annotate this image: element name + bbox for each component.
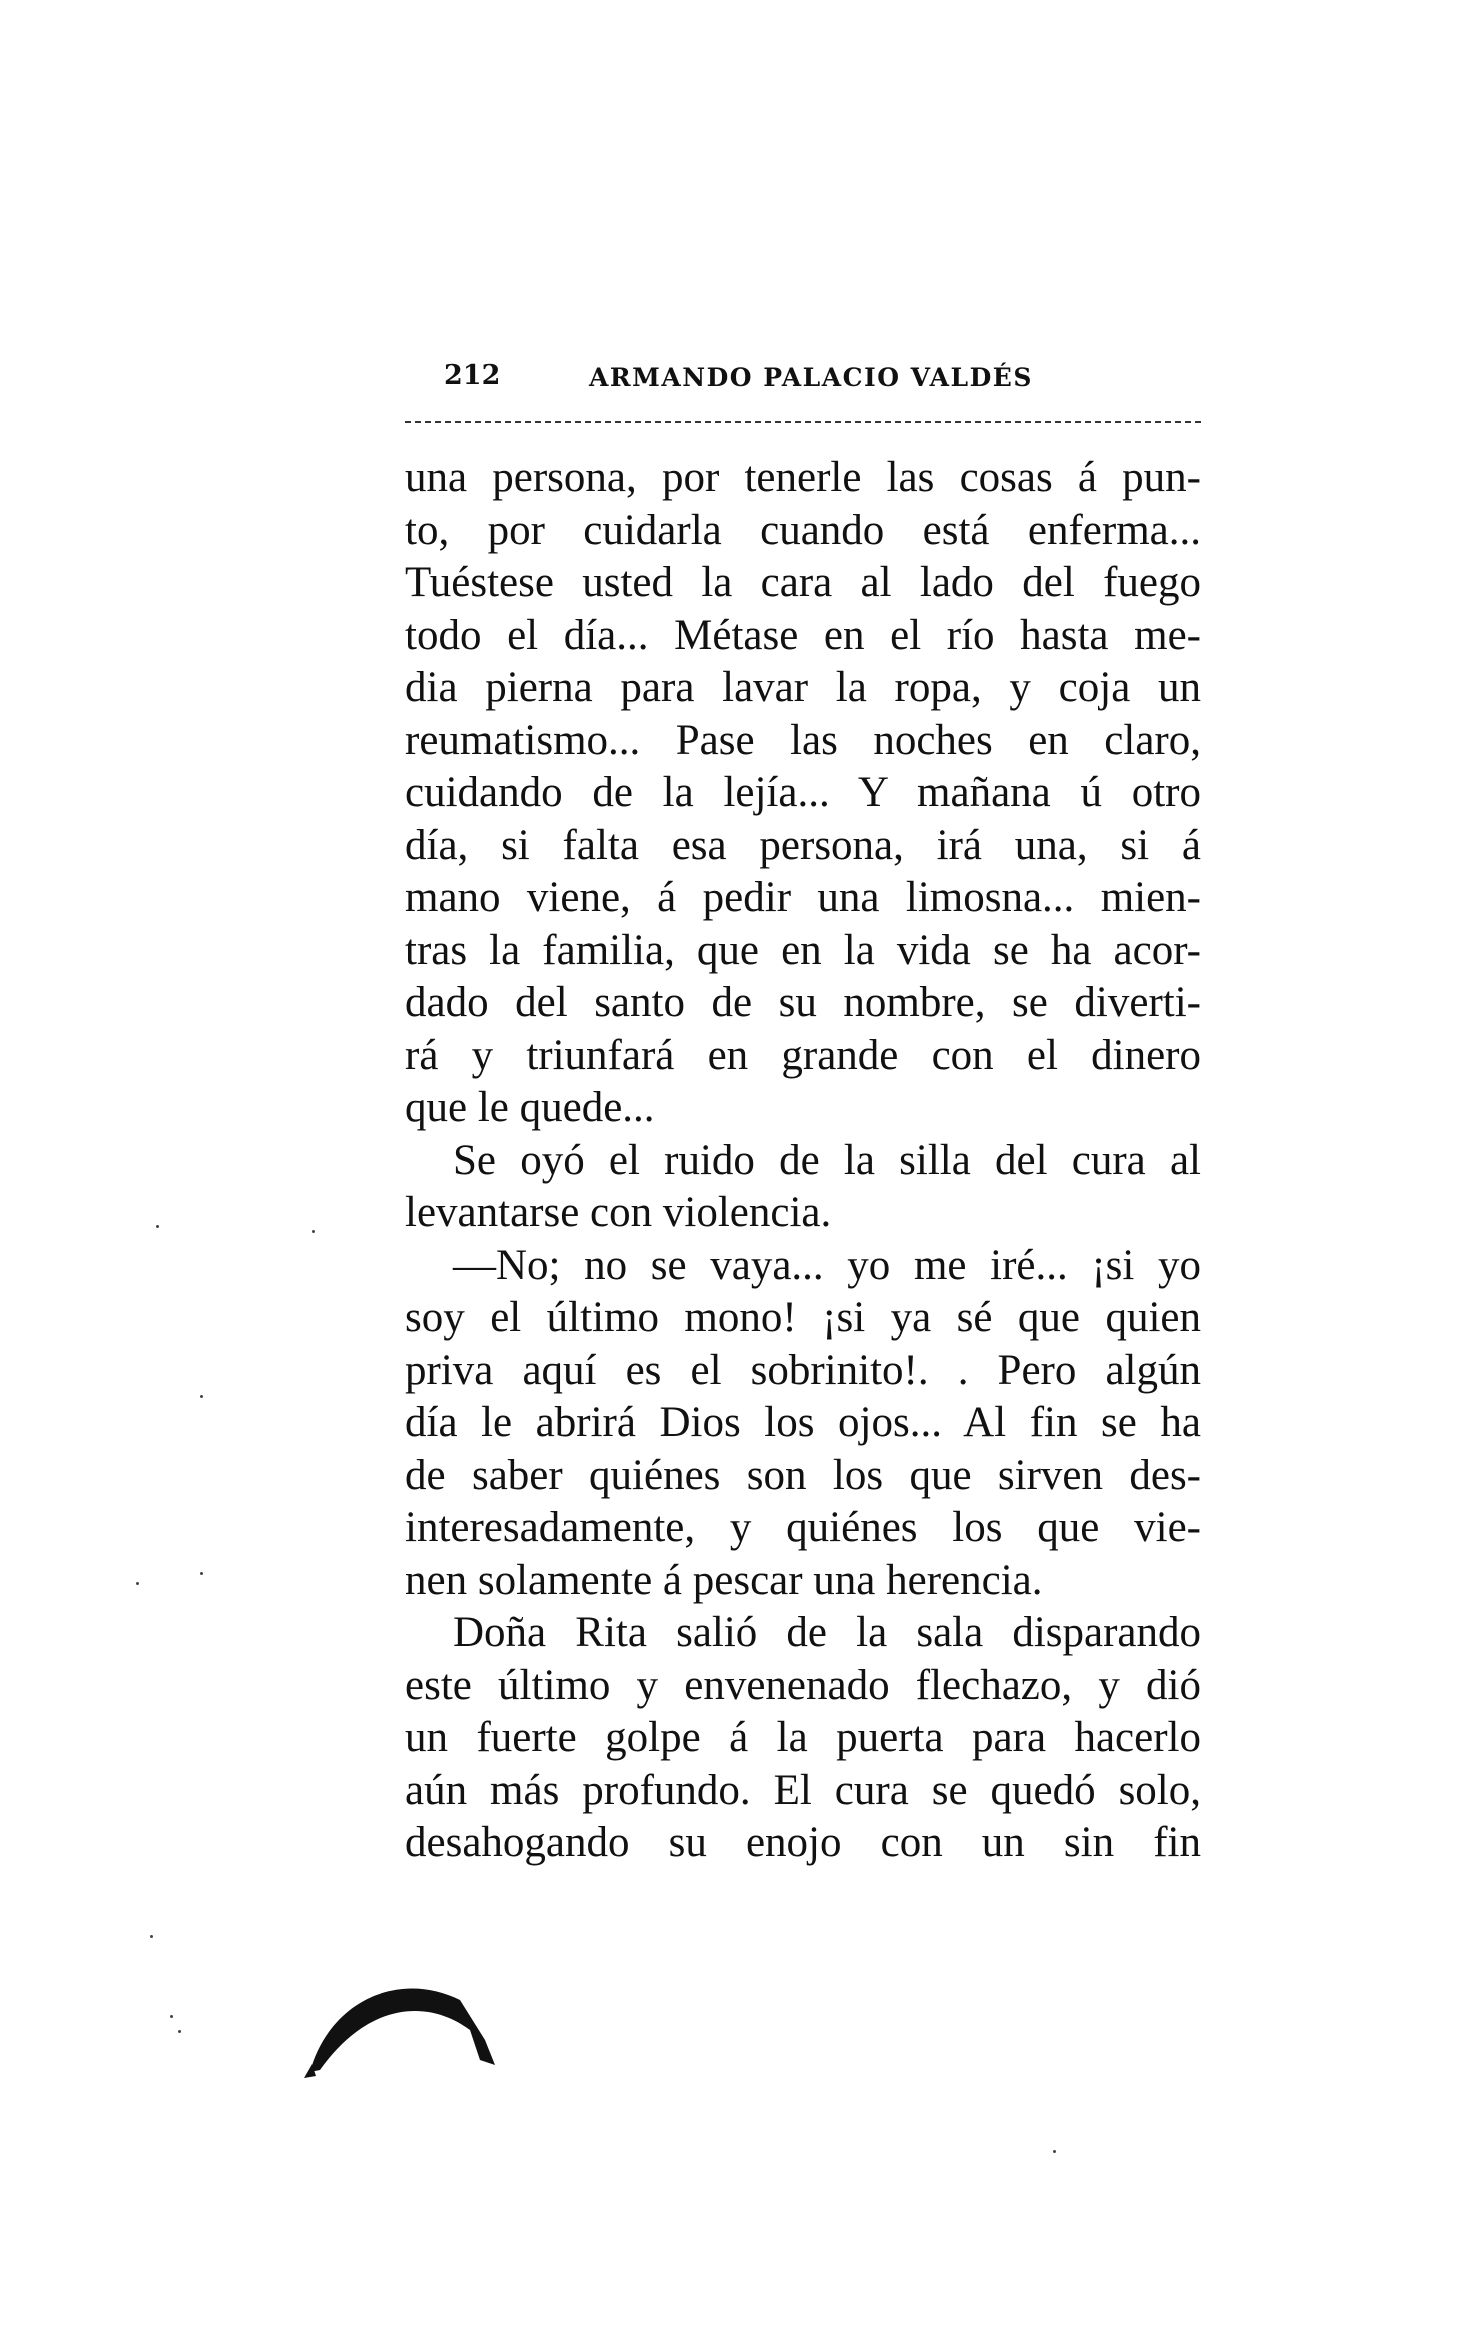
text-line: rá y triunfará en grande con el dinero: [405, 1031, 1201, 1079]
text-line: reumatismo... Pase las noches en claro,: [405, 716, 1201, 764]
text-line: interesadamente, y quiénes los que vie-: [405, 1504, 1201, 1551]
text-line: mano viene, á pedir una limosna... mien-: [405, 874, 1201, 921]
text-line: cuidando de la lejía... Y mañana ú otro: [405, 769, 1201, 816]
text-line: levantarse con violencia.: [405, 1189, 832, 1236]
text-line: —No; no se vaya... yo me iré... ¡si yo: [453, 1241, 1201, 1289]
running-head: ARMANDO PALACIO VALDÉS: [589, 363, 1033, 392]
page-speck: [312, 1230, 315, 1233]
text-line: tras la familia, que en la vida se ha acor-: [405, 926, 1201, 974]
page-speck: [1053, 2150, 1056, 2153]
text-line: Tuéstese usted la cara al lado del fuego: [405, 559, 1201, 606]
text-line: desahogando su enojo con un sin fin: [405, 1819, 1201, 1866]
page-speck: [200, 1572, 203, 1575]
body-text: [405, 452, 1201, 1870]
text-line: una persona, por tenerle las cosas á pun-: [405, 454, 1201, 501]
page-header: [404, 360, 1204, 400]
page-speck: [136, 1582, 139, 1585]
text-line: de saber quiénes son los que sirven des-: [405, 1451, 1201, 1499]
text-line: día le abrirá Dios los ojos... Al fin se ha: [405, 1399, 1201, 1446]
text-line: un fuerte golpe á la puerta para hacerlo: [405, 1714, 1201, 1761]
text-line: to, por cuidarla cuando está enferma...: [405, 506, 1201, 554]
text-line: priva aquí es el sobrinito!. . Pero algún: [405, 1346, 1201, 1394]
page-speck: [178, 2030, 181, 2033]
page-speck: [156, 1225, 159, 1228]
text-line: todo el día... Métase en el río hasta me-: [405, 611, 1201, 659]
text-line: dado del santo de su nombre, se diverti-: [405, 979, 1201, 1026]
page-speck: [170, 2015, 173, 2018]
text-line: nen solamente á pescar una herencia.: [405, 1556, 1043, 1604]
text-line: Se oyó el ruido de la silla del cura al: [453, 1136, 1201, 1184]
text-line: dia pierna para lavar la ropa, y coja un: [405, 664, 1201, 711]
page-number: 212: [444, 360, 501, 391]
text-line: día, si falta esa persona, irá una, si á: [405, 821, 1201, 869]
text-line: aún más profundo. El cura se quedó solo,: [405, 1766, 1201, 1814]
text-line: que le quede...: [405, 1084, 655, 1131]
text-line: soy el último mono! ¡si ya sé que quien: [405, 1294, 1201, 1341]
ink-smudge-mark: [290, 1960, 510, 2080]
text-line: Doña Rita salió de la sala disparando: [453, 1609, 1201, 1656]
text-line: este último y envenenado flechazo, y dió: [405, 1661, 1201, 1709]
header-rule: [405, 421, 1201, 423]
page-speck: [150, 1935, 153, 1938]
page-speck: [200, 1395, 203, 1398]
